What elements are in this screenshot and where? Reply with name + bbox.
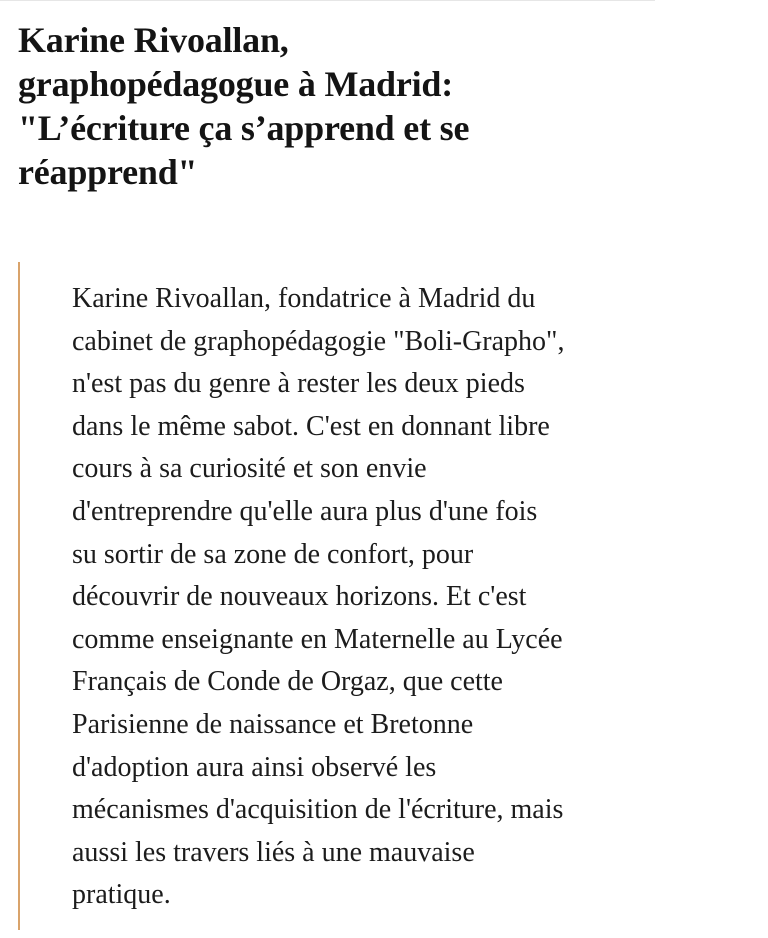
lead-line: découvrir de nouveaux horizons. Et c'est — [72, 581, 527, 613]
title-line: Karine Rivoallan, — [18, 20, 289, 60]
lead-paragraph — [72, 278, 692, 917]
lead-line: Parisienne de naissance et Bretonne — [72, 708, 474, 740]
lead-line: cabinet de graphopédagogie "Boli-Grapho", — [72, 325, 565, 357]
lead-line: d'adoption aura ainsi observé les — [72, 751, 437, 783]
lead-line: dans le même sabot. C'est en donnant libre — [72, 410, 550, 442]
lead-line: su sortir de sa zone de confort, pour — [72, 538, 474, 570]
lead-line: mécanismes d'acquisition de l'écriture, mais — [72, 794, 564, 826]
top-divider — [0, 0, 655, 1]
lead-line: Français de Conde de Orgaz, que cette — [72, 666, 503, 698]
lead-line: n'est pas du genre à rester les deux pieds — [72, 368, 525, 400]
lead-line: pratique. — [72, 879, 171, 911]
lead-line: comme enseignante en Maternelle au Lycée — [72, 623, 563, 655]
lead-line: Karine Rivoallan, fondatrice à Madrid du — [72, 283, 536, 314]
article-title — [18, 18, 718, 194]
lead-paragraph-block — [18, 262, 718, 930]
lead-line: d'entreprendre qu'elle aura plus d'une fois — [72, 495, 538, 527]
title-line: réapprend" — [18, 152, 198, 192]
title-line: "L’écriture ça s’apprend et se — [18, 108, 470, 148]
lead-line: aussi les travers liés à une mauvaise — [72, 836, 475, 868]
title-line: graphopédagogue à Madrid: — [18, 64, 454, 104]
lead-line: cours à sa curiosité et son envie — [72, 453, 427, 485]
